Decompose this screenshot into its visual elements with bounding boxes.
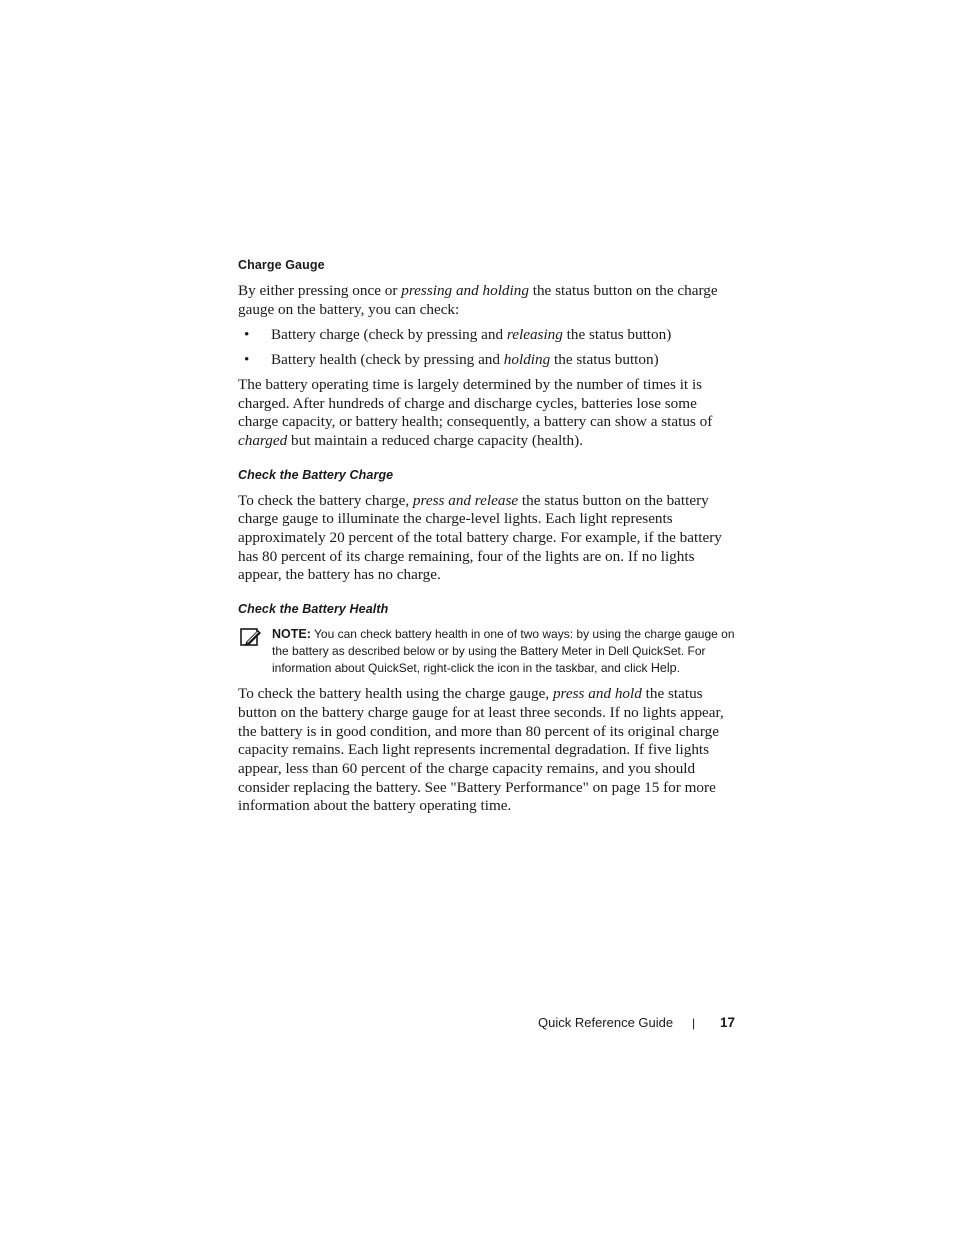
footer-separator: | [692,1016,696,1030]
note-box: NOTE: You can check battery health in one of two ways: by using the charge gauge on the battery as described below or by using the Battery Meter in Dell QuickSet. For information about QuickSet, right-click the icon in the taskbar, and click Help. [238,626,736,677]
section-title: Charge Gauge [238,258,325,272]
list-item: • Battery charge (check by pressing and releasing the status button) [244,326,672,344]
bullet-symbol: • [244,351,250,369]
health-paragraph: To check the battery health using the charge gauge, press and hold the status button on the battery charge gauge for at least three seconds. If no lights appear, the battery is in good condition, and more than 80 percent of its original charge capacity remains. Each light represents incremental degradation. If five lights appear, less than 60 percent of the charge capacity remains, and you should consider replacing the battery. See "Battery Performance" on page 15 for more information about the battery operating time. [238,685,724,815]
guide-title: Quick Reference Guide [538,1015,674,1030]
intro-paragraph: By either pressing once or pressing and holding the status button on the charge gauge on the battery, you can check: [238,282,718,318]
operating-time-paragraph: The battery operating time is largely determined by the number of times it is charged. After hundreds of charge and discharge cycles, batteries lose some charge capacity, or battery health; consequently, a battery can show a status of charged but maintain a reduced charge capacity (health). [238,375,713,449]
note-text: You can check battery health in one of two ways: by using the charge gauge on the battery as described below or by using the Battery Meter in Dell QuickSet. For information about QuickSet, right-click the icon in the taskbar, and click [272,627,735,676]
charge-heading: Check the Battery Charge [238,467,394,482]
list-item: • Battery health (check by pressing and holding the status button) [244,351,659,369]
check-list [238,326,736,369]
page-number: 17 [720,1015,736,1030]
health-heading: Check the Battery Health [238,602,389,617]
page-footer [538,1015,736,1030]
note-pencil-icon [240,627,262,647]
bullet-symbol: • [244,326,250,344]
page-content [238,258,736,823]
note-help: Help [650,661,677,676]
note-label: NOTE: [272,627,311,642]
charge-paragraph: To check the battery charge, press and release the status button on the battery charge gauge to illuminate the charge-level lights. Each light represents approximately 20 percent of the total battery charge. For example, if the battery has 80 percent of its charge remaining, four of the lights are on. If no lights appear, the battery has no charge. [238,491,722,584]
